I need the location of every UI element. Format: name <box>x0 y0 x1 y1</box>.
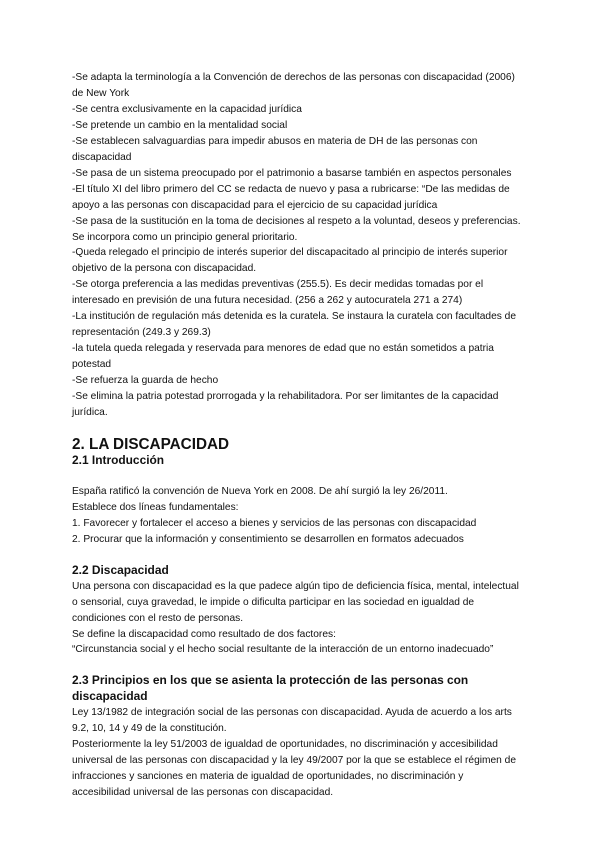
list-item: -Se otorga preferencia a las medidas preventivas (255.5). Es decir medidas tomadas por el interesado en previsión de una futura necesidad. (256 a 262 y autocuratela 271 a 274) <box>72 279 484 307</box>
paragraph-line: Establece dos líneas fundamentales: <box>72 501 239 513</box>
list-item: -Se centra exclusivamente en la capacidad jurídica <box>72 103 302 115</box>
subsection-heading-discapacidad: 2.2 Discapacidad <box>72 562 169 577</box>
spacer <box>72 421 524 437</box>
paragraph: Posteriormente la ley 51/2003 de igualdad de oportunidades, no discriminación y accesibilidad universal de las personas con discapacidad y la ley 49/2007 por la que se establece el régimen de infracciones y sanciones en materia de igualdad de oportunidades, no discriminación y accesibilidad universal de las personas con discapacidad. <box>72 739 517 799</box>
spacer <box>72 548 524 563</box>
changes-list <box>72 70 524 421</box>
paragraph: Se define la discapacidad como resultado de dos factores: <box>72 628 336 640</box>
paragraph: Una persona con discapacidad es la que padece algún tipo de deficiencia física, mental, intelectual o sensorial, cuya gravedad, le impide o dificulta participar en las sociedad en igualdad de condiciones con el resto de personas. <box>72 580 519 624</box>
numbered-item: 1. Favorecer y fortalecer el acceso a bienes y servicios de las personas con discapacidad <box>72 517 477 529</box>
list-item: -Se establecen salvaguardias para impedir abusos en materia de DH de las personas con discapacidad <box>72 135 478 163</box>
subsection-heading-principios: 2.3 Principios en los que se asienta la protección de las personas con discapacidad <box>72 673 469 704</box>
list-item: -la tutela queda relegada y reservada para menores de edad que no están sometidos a patria potestad <box>72 343 494 371</box>
numbered-item: 2. Procurar que la información y consentimiento se desarrollen en formatos adecuados <box>72 533 464 545</box>
spacer <box>72 469 524 484</box>
list-item: -Se elimina la patria potestad prorrogada y la rehabilitadora. Por ser limitantes de la capacidad jurídica. <box>72 391 499 419</box>
list-item: -Se pasa de un sistema preocupado por el patrimonio a basarse también en aspectos personales <box>72 167 512 179</box>
section-heading: 2. LA DISCAPACIDAD <box>72 435 230 453</box>
document-page <box>72 70 524 801</box>
list-item: -Se adapta la terminología a la Convención de derechos de las personas con discapacidad (2006) de New York <box>72 72 515 99</box>
paragraph-line: España ratificó la convención de Nueva York en 2008. De ahí surgió la ley 26/2011. <box>72 485 448 497</box>
subsection-heading-introduccion: 2.1 Introducción <box>72 452 165 467</box>
list-item: -La institución de regulación más detenida es la curatela. Se instaura la curatela con facultades de representación (249.3 y 269.3) <box>72 311 516 339</box>
principios-body <box>72 705 524 801</box>
paragraph: Ley 13/1982 de integración social de las personas con discapacidad. Ayuda de acuerdo a los arts 9.2, 10, 14 y 49 de la constitución. <box>72 707 512 735</box>
list-item: -Se pasa de la sustitución en la toma de decisiones al respeto a la voluntad, deseos y preferencias. Se incorpora como un principio general prioritario. <box>72 215 521 243</box>
discapacidad-body <box>72 579 524 659</box>
list-item: -Se pretende un cambio en la mentalidad social <box>72 119 288 131</box>
list-item: -Queda relegado el principio de interés superior del discapacitado al principio de interés superior objetivo de la persona con discapacidad. <box>72 247 508 275</box>
introduccion-body <box>72 484 524 548</box>
quote: “Circunstancia social y el hecho social resultante de la interacción de un entorno inadecuado” <box>72 644 494 656</box>
list-item: -El título XI del libro primero del CC se redacta de nuevo y pasa a rubricarse: “De las medidas de apoyo a las personas con discapacidad para el ejercicio de su capacidad jurídica <box>72 183 510 211</box>
spacer <box>72 658 524 673</box>
list-item: -Se refuerza la guarda de hecho <box>72 375 219 387</box>
